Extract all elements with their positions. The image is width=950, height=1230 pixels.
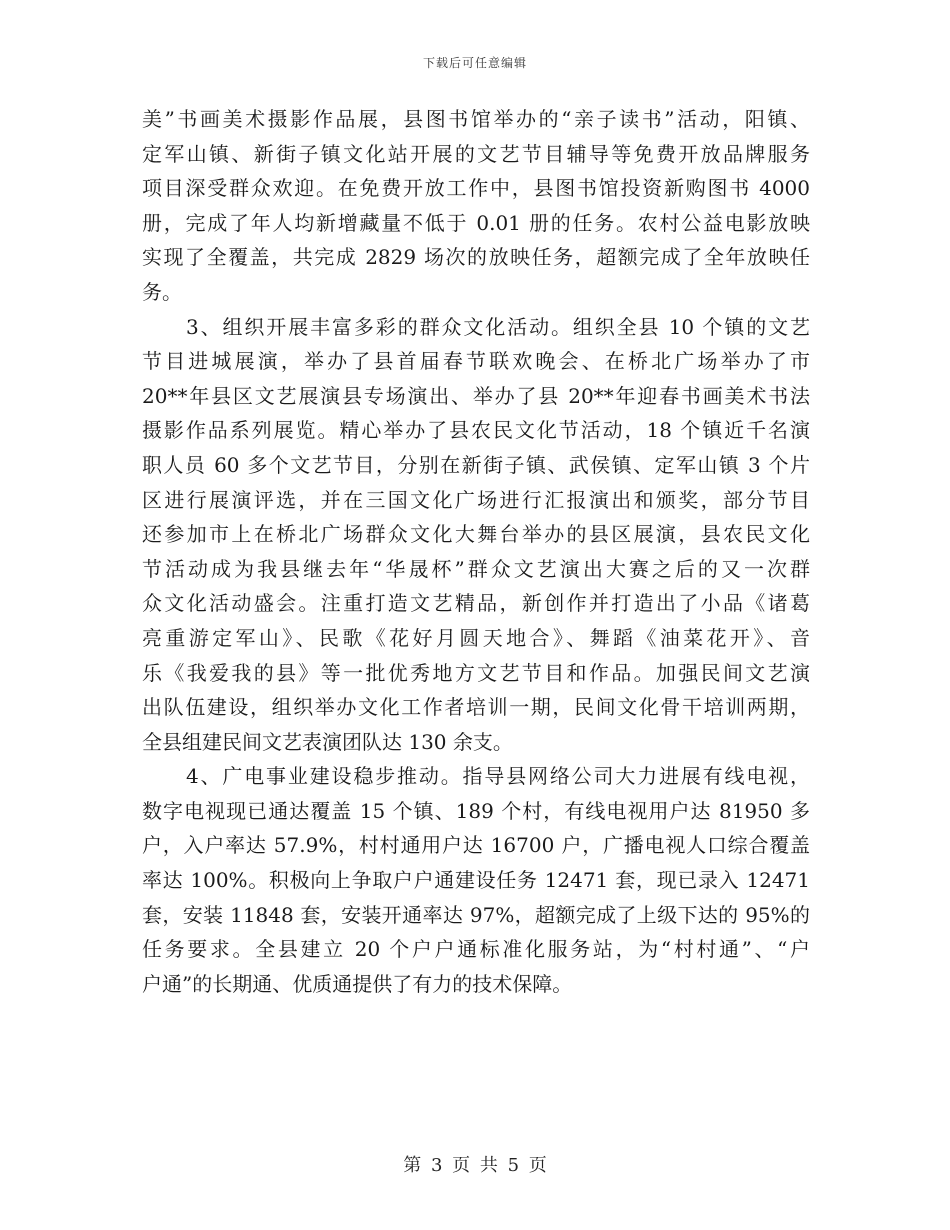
paragraph-1 <box>142 102 810 310</box>
text-line: 乐《我爱我的县》等一批优秀地方文艺节目和作品。加强民间文艺演 <box>142 660 810 685</box>
text-line: 还参加市上在桥北广场群众文化大舞台举办的县区展演，县农民文化 <box>142 522 810 547</box>
paragraph-3 <box>142 759 810 1001</box>
text-line: 任务要求。全县建立 20 个户户通标准化服务站，为“村村通”、“户 <box>142 937 810 962</box>
text-line: 册，完成了年人均新增藏量不低于 0.01 册的任务。农村公益电影放映 <box>142 210 810 235</box>
text-line: 户通”的长期通、优质通提供了有力的技术保障。 <box>142 971 573 996</box>
text-line: 美”书画美术摄影作品展，县图书馆举办的“亲子读书”活动，阳镇、 <box>142 107 810 131</box>
text-line: 务。 <box>142 279 182 304</box>
text-line: 节活动成为我县继去年“华晟杯”群众文艺演出大赛之后的又一次群 <box>142 556 810 581</box>
text-line: 定军山镇、新街子镇文化站开展的文艺节目辅导等免费开放品牌服务 <box>142 141 810 166</box>
text-line: 套，安装 11848 套，安装开通率达 97%，超额完成了上级下达的 95%的 <box>142 902 810 927</box>
text-line: 区进行展演评选，并在三国文化广场进行汇报演出和颁奖，部分节目 <box>142 487 810 512</box>
text-line: 实现了全覆盖，共完成 2829 场次的放映任务，超额完成了全年放映任 <box>142 245 810 270</box>
text-line: 率达 100%。积极向上争取户户通建设任务 12471 套，现已录入 12471 <box>142 868 810 893</box>
page-header: 下载后可任意编辑 <box>422 56 527 70</box>
text-line: 摄影作品系列展览。精心举办了县农民文化节活动，18 个镇近千名演 <box>142 418 810 443</box>
text-line: 户，入户率达 57.9%，村村通用户达 16700 户，广播电视人口综合覆盖 <box>142 833 810 858</box>
text-line: 3、组织开展丰富多彩的群众文化活动。组织全县 10 个镇的文艺 <box>186 314 810 339</box>
text-line: 数字电视现已通达覆盖 15 个镇、189 个村，有线电视用户达 81950 多 <box>142 798 810 823</box>
text-line: 众文化活动盛会。注重打造文艺精品，新创作并打造出了小品《诸葛 <box>142 591 810 616</box>
text-line: 出队伍建设，组织举办文化工作者培训一期，民间文化骨干培训两期， <box>142 695 810 720</box>
document-body <box>142 102 810 1001</box>
paragraph-2 <box>142 310 810 760</box>
text-line: 4、广电事业建设稳步推动。指导县网络公司大力进展有线电视， <box>186 764 810 789</box>
text-line: 项目深受群众欢迎。在免费开放工作中，县图书馆投资新购图书 4000 <box>142 176 810 201</box>
text-line: 全县组建民间文艺表演团队达 130 余支。 <box>142 729 513 754</box>
text-line: 节目进城展演，举办了县首届春节联欢晚会、在桥北广场举办了市 <box>142 349 810 374</box>
text-line: 亮重游定军山》、民歌《花好月圆天地合》、舞蹈《油菜花开》、音 <box>142 625 810 650</box>
text-line: 20**年县区文艺展演县专场演出、举办了县 20**年迎春书画美术书法 <box>142 383 810 408</box>
page-number-footer: 第 3 页 共 5 页 <box>403 1155 547 1176</box>
text-line: 职人员 60 多个文艺节目，分别在新街子镇、武侯镇、定军山镇 3 个片 <box>142 452 810 477</box>
